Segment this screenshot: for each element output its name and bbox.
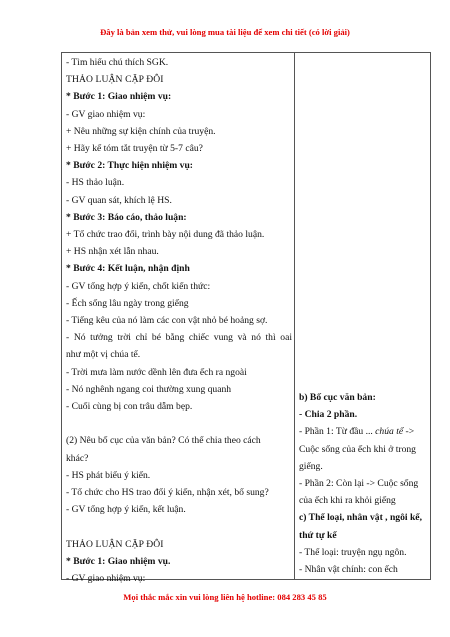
text-line: - GV giao nhiệm vụ: <box>66 108 146 120</box>
text-line: như một vị chúa tể. <box>66 349 141 361</box>
spacer <box>66 415 292 432</box>
text-line: + Nêu những sự kiện chính của truyện. <box>66 125 216 137</box>
subheading: c) Thể loại, nhân vật , ngôi kể, <box>299 512 422 524</box>
text-line: giếng. <box>299 460 323 472</box>
text-line: - Trời mưa làm nước dềnh lên đưa ếch ra ngoài <box>66 366 247 378</box>
text-line: + Hãy kể tóm tắt truyện từ 5-7 câu? <box>66 143 203 155</box>
step-heading: * Bước 1: Giao nhiệm vụ. <box>66 555 171 567</box>
text-part: - Phần 1: Từ đầu ... <box>299 426 376 438</box>
step-heading: * Bước 2: Thực hiện nhiệm vụ: <box>66 160 193 172</box>
text-line: - Phần 2: Còn lại -> Cuộc sống <box>299 478 419 490</box>
content-column <box>299 389 427 578</box>
text-line <box>299 423 427 440</box>
text-line: + HS nhận xét lẫn nhau. <box>66 246 159 258</box>
text-line: Cuộc sống của ếch khi ở trong <box>299 443 416 455</box>
column-divider <box>294 52 295 580</box>
section-heading: THẢO LUẬN CẶP ĐÔI <box>66 538 164 550</box>
subheading: b) Bố cục văn bản: <box>299 392 376 403</box>
text-line: - GV tổng hợp ý kiến, kết luận. <box>66 504 186 516</box>
text-line: + Tổ chức trao đổi, trình bày nội dung đã thảo luận. <box>66 229 265 241</box>
text-part: -> <box>403 426 415 438</box>
subheading: thứ tự kể <box>299 529 337 541</box>
preview-notice: Đây là bản xem thử, vui lòng mua tài liệu để xem chi tiết (có lời giải) <box>100 27 350 37</box>
activities-column <box>66 54 292 587</box>
text-line: - Ếch sống lâu ngày trong giếng <box>66 297 189 309</box>
text-line: - Nó nghênh ngang coi thường xung quanh <box>66 383 232 395</box>
step-heading: * Bước 4: Kết luận, nhận định <box>66 263 190 275</box>
text-line: - HS thảo luận. <box>66 177 125 189</box>
text-line: - HS phát biểu ý kiến. <box>66 469 151 481</box>
section-heading: THẢO LUẬN CẶP ĐÔI <box>66 74 164 86</box>
text-line: - GV quan sát, khích lệ HS. <box>66 194 172 206</box>
text-line: - Tổ chức cho HS trao đổi ý kiến, nhận xét, bổ sung? <box>66 487 269 499</box>
spacer <box>66 518 292 535</box>
text-line: - Thể loại: truyện ngụ ngôn. <box>299 546 407 558</box>
step-heading: * Bước 3: Báo cáo, thảo luận: <box>66 211 187 223</box>
step-heading: * Bước 1: Giao nhiệm vụ: <box>66 91 172 103</box>
text-line: - Tiếng kêu của nó làm các con vật nhỏ bé hoảng sợ. <box>66 315 268 327</box>
text-line: - Chia 2 phần. <box>299 409 358 421</box>
question-text: khác? <box>66 452 89 464</box>
text-line: - Nhân vật chính: con ếch <box>299 564 398 576</box>
text-line: - GV tổng hợp ý kiến, chốt kiến thức: <box>66 280 211 292</box>
text-line: - GV giao nhiệm vụ: <box>66 573 146 585</box>
hotline-notice: Mọi thắc mắc xin vui lòng liên hệ hotline: 084 283 45 85 <box>123 592 327 602</box>
question-text: (2) Nêu bố cục của văn bản? Có thể chia theo cách <box>66 435 261 447</box>
italic-term: chúa tể <box>375 426 404 438</box>
text-line: - Cuối cùng bị con trâu dẫm bẹp. <box>66 401 193 413</box>
text-line: - Nó tưởng trời chỉ bé bằng chiếc vung và nó thì oai <box>66 332 292 344</box>
text-line: của ếch khi ra khỏi giếng <box>299 495 396 507</box>
text-line: - Tìm hiểu chú thích SGK. <box>66 57 169 68</box>
